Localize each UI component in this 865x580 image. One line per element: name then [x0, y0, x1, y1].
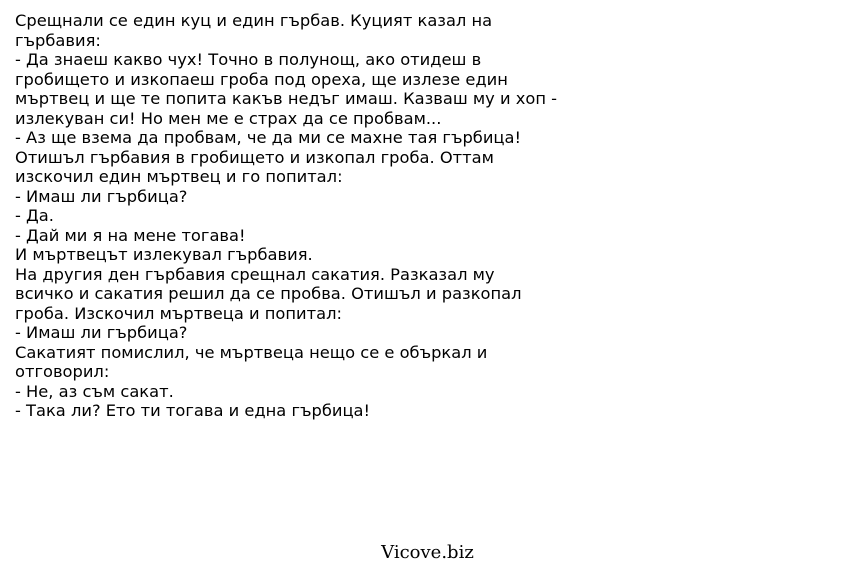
- joke-line: - Имаш ли гърбица?: [15, 323, 188, 342]
- joke-line: всичко и сакатия решил да се пробва. Отишъл и разкопал: [15, 284, 522, 303]
- joke-line: гробището и изкопаеш гроба под ореха, ще излезе един: [15, 69, 508, 89]
- joke-line: - Аз ще взема да пробвам, че да ми се махне тая гърбица!: [15, 128, 522, 147]
- joke-line: На другия ден гърбавия срещнал сакатия. Разказал му: [15, 264, 495, 284]
- joke-line: изскочил един мъртвец и го попитал:: [15, 167, 343, 186]
- joke-line: Срещнали се един куц и един гърбав. Куцият казал на: [15, 11, 493, 30]
- joke-line: - Дай ми я на мене тогава!: [15, 225, 246, 245]
- joke-line: - Не, аз съм сакат.: [15, 381, 174, 401]
- joke-line: - Имаш ли гърбица?: [15, 186, 188, 206]
- joke-line: излекуван си! Но мен ме е страх да се пробвам...: [15, 108, 442, 128]
- site-watermark: Vicove.biz: [381, 542, 474, 563]
- joke-line: - Така ли? Ето ти тогава и една гърбица!: [15, 401, 371, 420]
- joke-line: отговорил:: [15, 362, 110, 381]
- joke-line: Отишъл гърбавия в гробището и изкопал гроба. Оттам: [15, 147, 494, 167]
- joke-line: - Да.: [15, 206, 54, 225]
- joke-text: [15, 11, 575, 421]
- joke-line: гроба. Изскочил мъртвеца и попитал:: [15, 303, 342, 323]
- joke-line: И мъртвецът излекувал гърбавия.: [15, 245, 313, 264]
- joke-line: гърбавия:: [15, 30, 101, 50]
- joke-line: мъртвец и ще те попита какъв недъг имаш. Казваш му и хоп -: [15, 89, 558, 108]
- joke-line: Сакатият помислил, че мъртвеца нещо се е объркал и: [15, 342, 488, 362]
- joke-line: - Да знаеш какво чух! Точно в полунощ, ако отидеш в: [15, 50, 482, 69]
